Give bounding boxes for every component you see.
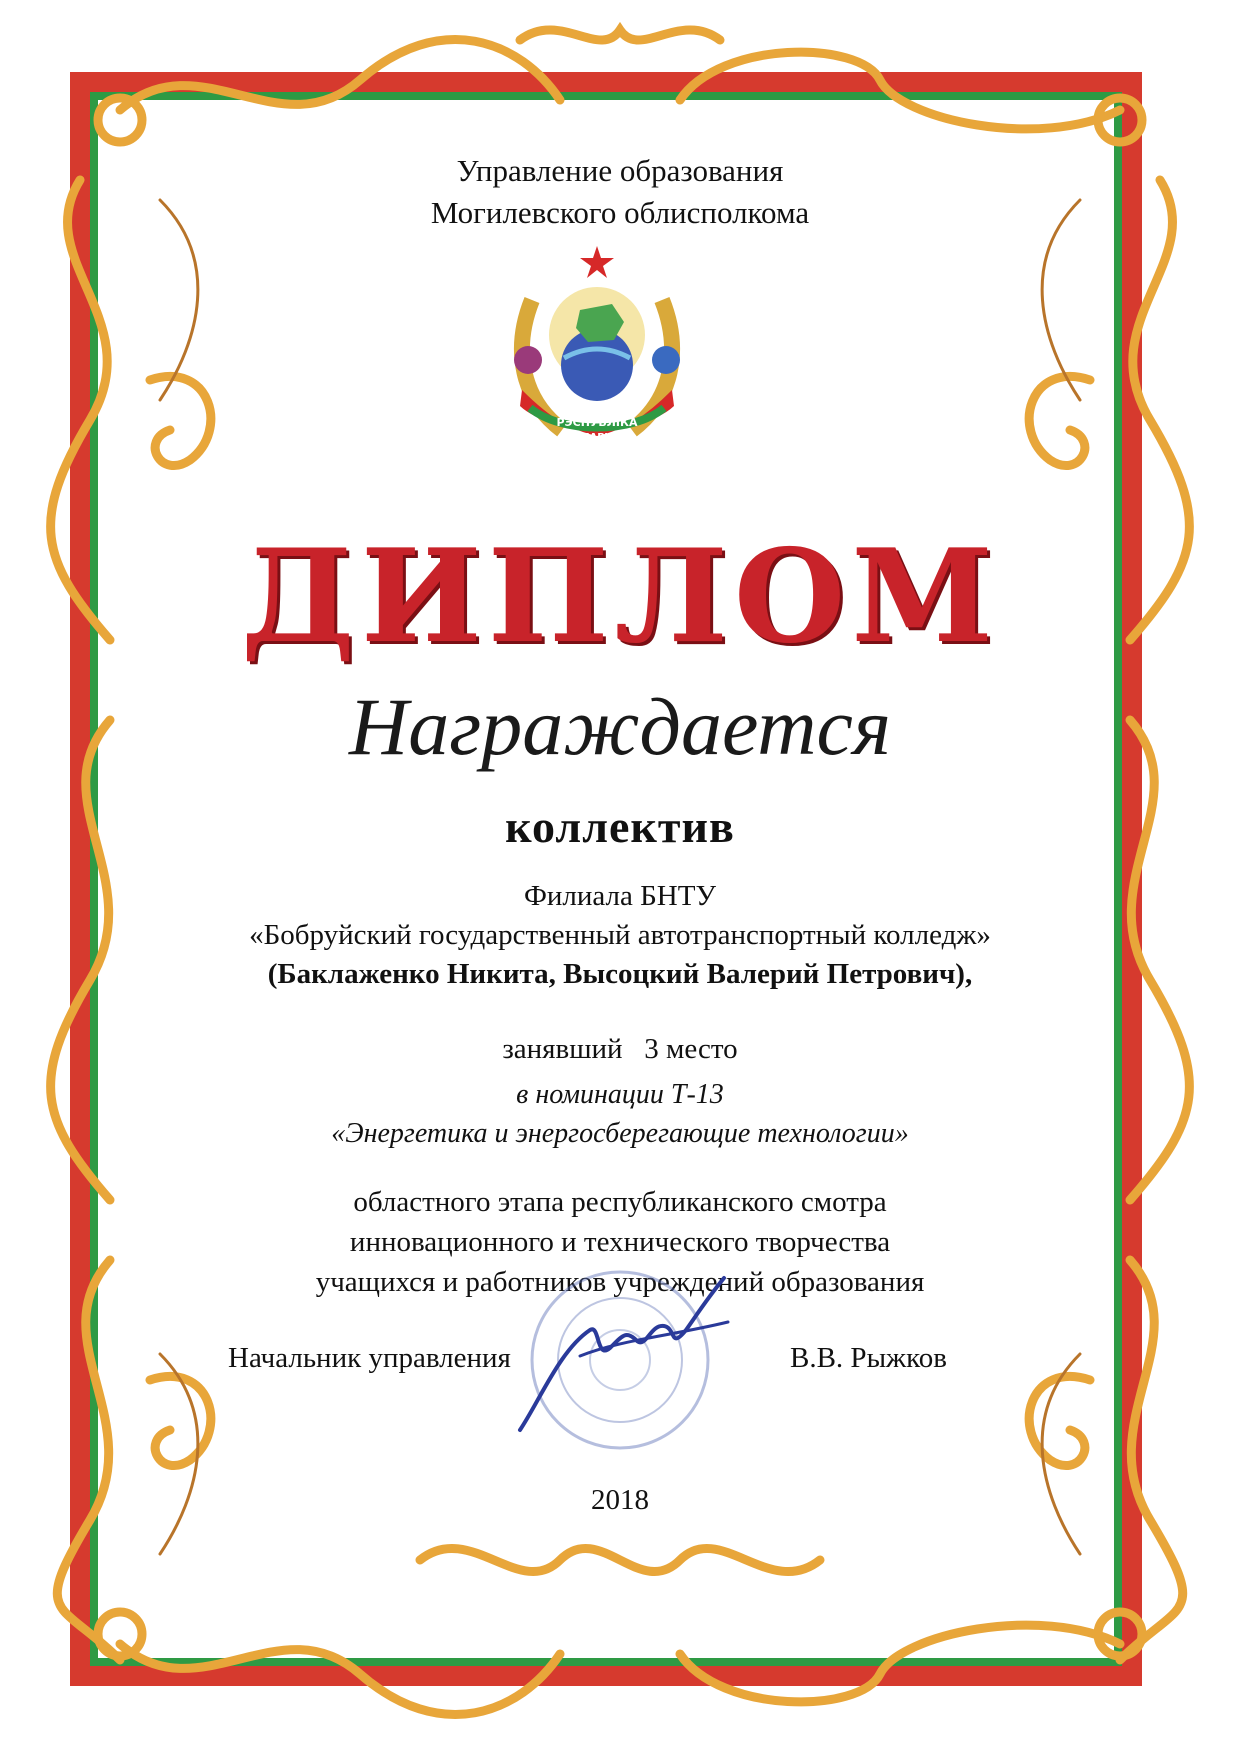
svg-text:РЭСПУБЛІКА: РЭСПУБЛІКА [556, 416, 638, 429]
issuer-heading [0, 150, 1240, 234]
awarded-heading: Награждается [348, 681, 891, 772]
organization-line-1: Филиала БНТУ [524, 880, 716, 912]
issue-year: 2018 [591, 1484, 649, 1516]
nomination-block [0, 1075, 1240, 1153]
organization-members: (Баклаженко Никита, Высоцкий Валерий Петрович), [267, 958, 973, 990]
svg-text:БЕЛАРУСЬ: БЕЛАРУСЬ [566, 432, 628, 443]
contest-line-3: учащихся и работников учреждений образования [315, 1266, 925, 1298]
nomination-line-1: в номинации Т-13 [516, 1079, 724, 1110]
recipient-type: коллектив [505, 801, 735, 852]
issuer-line-1: Управление образования [456, 153, 784, 188]
place-text: занявший 3 место [502, 1033, 738, 1065]
contest-line-1: областного этапа республиканского смотра [353, 1186, 887, 1218]
coat-of-arms-icon [492, 240, 702, 450]
diploma-title: ДИПЛОМ [241, 522, 999, 672]
issuer-line-2: Могилевского облисполкома [430, 195, 810, 230]
organization-line-2: «Бобруйский государственный автотранспортный колледж» [249, 919, 991, 951]
nomination-line-2: «Энергетика и энергосберегающие технологии» [331, 1118, 909, 1149]
organization-block [0, 877, 1240, 994]
signature-icon [500, 1260, 740, 1460]
contest-line-2: инновационного и технического творчества [349, 1226, 891, 1258]
signatory-position: Начальник управления [228, 1342, 511, 1374]
signatory-name: В.В. Рыжков [790, 1342, 947, 1374]
